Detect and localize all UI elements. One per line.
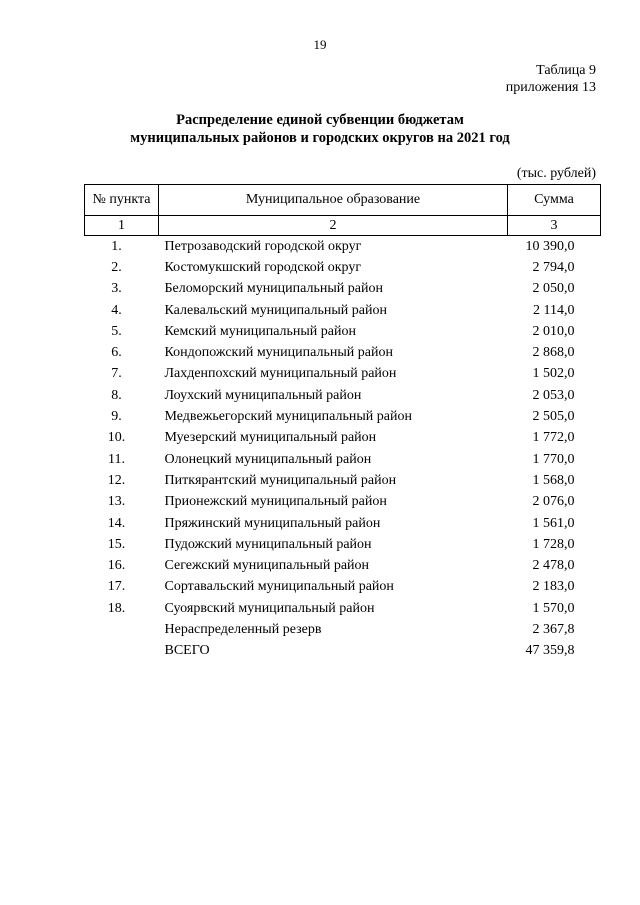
row-municipality: Сортавальский муниципальный район — [164, 579, 394, 595]
table-row — [85, 300, 601, 321]
header-amount: Сумма — [508, 185, 601, 216]
table-row — [85, 619, 601, 640]
table-row — [85, 257, 601, 278]
row-amount: 2 050,0 — [532, 281, 575, 297]
row-municipality: Суоярвский муниципальный район — [164, 600, 375, 616]
row-number: 3. — [111, 281, 122, 297]
row-amount: 2 505,0 — [532, 409, 575, 425]
table-caption-line2: приложения 13 — [505, 80, 596, 95]
row-number: 10. — [107, 430, 126, 446]
row-number: 13. — [107, 494, 126, 510]
row-municipality: Кемский муниципальный район — [164, 323, 356, 339]
table-row — [85, 492, 601, 513]
row-amount: 1 770,0 — [532, 451, 575, 467]
table-row — [85, 534, 601, 555]
row-amount: 2 794,0 — [532, 259, 575, 275]
table-row — [85, 321, 601, 342]
header-row — [85, 185, 601, 216]
row-amount: 2 076,0 — [532, 494, 575, 510]
column-number-row — [85, 216, 601, 236]
row-number: 18. — [107, 600, 126, 616]
row-municipality: ВСЕГО — [164, 643, 210, 659]
row-number — [85, 619, 159, 640]
table-row — [85, 364, 601, 385]
table-row — [85, 406, 601, 427]
row-number — [85, 641, 159, 662]
row-municipality: Лахденпохский муниципальный район — [164, 366, 397, 382]
page-number: 19 — [313, 37, 327, 52]
row-number: 11. — [108, 451, 125, 467]
row-amount: 47 359,8 — [525, 643, 575, 659]
row-municipality: Пудожский муниципальный район — [164, 536, 372, 552]
row-municipality: Костомукшский городской округ — [164, 259, 362, 275]
row-number: 4. — [111, 302, 122, 318]
column-number-1: 1 — [85, 216, 159, 236]
column-number-2: 2 — [159, 216, 508, 236]
table-row — [85, 385, 601, 406]
row-number: 14. — [107, 515, 126, 531]
table-row — [85, 470, 601, 491]
row-amount: 2 868,0 — [532, 345, 575, 361]
table-row — [85, 236, 601, 258]
table-caption — [506, 62, 596, 96]
table-row — [85, 513, 601, 534]
row-amount: 2 010,0 — [532, 323, 575, 339]
row-amount: 1 728,0 — [532, 536, 575, 552]
header-municipality: Муниципальное образование — [159, 185, 508, 216]
row-number: 7. — [111, 366, 122, 382]
row-number: 15. — [107, 536, 126, 552]
row-municipality: Медвежьегорский муниципальный район — [164, 409, 412, 425]
row-municipality: Беломорский муниципальный район — [164, 281, 383, 297]
row-number: 9. — [111, 409, 122, 425]
row-municipality: Муезерский муниципальный район — [164, 430, 377, 446]
document-title-line2: муниципальных районов и городских округов на 2021 год — [130, 130, 510, 146]
row-amount: 1 561,0 — [532, 515, 575, 531]
row-number: 17. — [107, 579, 126, 595]
row-number: 8. — [111, 387, 122, 403]
row-municipality: Олонецкий муниципальный район — [164, 451, 372, 467]
table-caption-line1: Таблица 9 — [536, 63, 596, 78]
row-amount: 2 478,0 — [532, 558, 575, 574]
row-amount: 2 114,0 — [533, 302, 575, 318]
table-row — [85, 428, 601, 449]
row-amount: 10 390,0 — [525, 238, 575, 254]
row-municipality: Калевальский муниципальный район — [164, 302, 387, 318]
row-amount: 2 367,8 — [532, 621, 575, 637]
row-municipality: Лоухский муниципальный район — [164, 387, 362, 403]
table-row — [85, 598, 601, 619]
table-row — [85, 555, 601, 576]
subvention-table-wrap — [84, 184, 600, 662]
table-row — [85, 449, 601, 470]
table-row — [85, 342, 601, 363]
row-number: 5. — [111, 323, 122, 339]
row-amount: 2 053,0 — [532, 387, 575, 403]
row-amount: 1 568,0 — [532, 472, 575, 488]
row-municipality: Питкярантский муниципальный район — [164, 472, 397, 488]
row-amount: 1 772,0 — [532, 430, 575, 446]
subvention-table — [84, 184, 601, 662]
row-municipality: Петрозаводский городской округ — [164, 238, 362, 254]
table-body — [85, 236, 601, 662]
row-number: 6. — [111, 345, 122, 361]
units-label: (тыс. рублей) — [516, 166, 596, 181]
row-amount: 2 183,0 — [532, 579, 575, 595]
row-amount: 1 502,0 — [532, 366, 575, 382]
row-number: 12. — [107, 472, 126, 488]
row-municipality: Прионежский муниципальный район — [164, 494, 387, 510]
table-header — [85, 185, 601, 236]
table-row — [85, 279, 601, 300]
column-number-3: 3 — [508, 216, 601, 236]
row-municipality: Нераспределенный резерв — [164, 621, 322, 637]
row-municipality: Кондопожский муниципальный район — [164, 345, 393, 361]
row-number: 1. — [111, 238, 122, 254]
row-number: 2. — [111, 259, 122, 275]
table-row — [85, 641, 601, 662]
table-row — [85, 577, 601, 598]
row-municipality: Сегежский муниципальный район — [164, 558, 370, 574]
row-amount: 1 570,0 — [532, 600, 575, 616]
document-title — [0, 111, 640, 147]
row-number: 16. — [107, 558, 126, 574]
row-municipality: Пряжинский муниципальный район — [164, 515, 381, 531]
header-number: № пункта — [85, 185, 159, 216]
document-title-line1: Распределение единой субвенции бюджетам — [176, 112, 464, 128]
